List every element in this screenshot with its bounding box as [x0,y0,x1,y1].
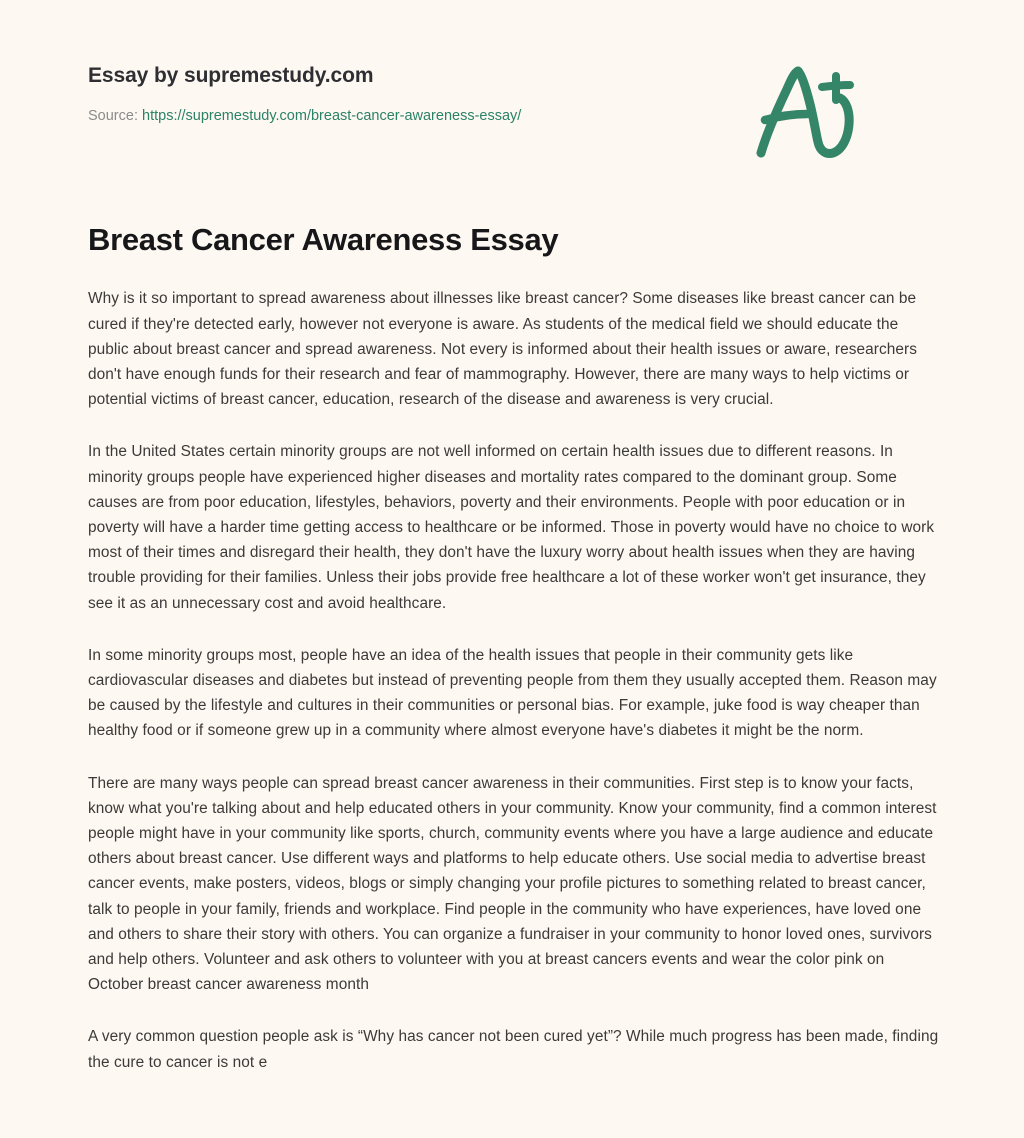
source-label: Source: [88,108,138,125]
byline: Essay by supremestudy.com [88,64,374,87]
paragraph: Why is it so important to spread awareness about illnesses like breast cancer? Some diseases like breast cancer can be cured if they're detected early, however not everyone is aware. As students of the medical field we should educate the public about breast cancer and spread awareness. Not every is informed about their health issues or aware, researchers don't have enough funds for their research and fear of mammography. However, there are many ways to help victims or potential victims of breast cancer, education, research of the disease and awareness is very crucial. [88,290,917,409]
essay-body [88,259,940,1074]
paragraph: A very common question people ask is “Why has cancer not been cured yet”? While much progress has been made, finding the cure to cancer is not e [88,1028,939,1071]
page-title: Breast Cancer Awareness Essay [88,221,559,257]
paragraph: There are many ways people can spread breast cancer awareness in their communities. First step is to know your facts, know what you're talking about and help educated others in your community. Know your community, find a common interest people might have in your community like sports, church, community events where you have a large audience and educate others about breast cancer. Use different ways and platforms to help educate others. Use social media to advertise breast cancer events, make posters, videos, blogs or simply changing your profile pictures to something related to breast cancer, talk to people in your family, friends and workplace. Find people in the community who have experiences, have loved one and others to share their story with others. You can organize a fundraiser in your community to honor loved ones, survivors and help others. Volunteer and ask others to volunteer with you at breast cancers events and wear the color pink on October breast cancer awareness month [88,774,937,994]
paragraph: In the United States certain minority groups are not well informed on certain health issues due to different reasons. In minority groups people have experienced higher diseases and mortality rates compared to the dominant group. Some causes are from poor education, lifestyles, behaviors, poverty and their environments. People with poor education or in poverty will have a harder time getting access to healthcare or be informed. Those in poverty would have no choice to work most of their times and disregard their health, they don't have the luxury worry about health issues when they are having trouble providing for their families. Unless their jobs provide free healthcare a lot of these worker won't get insurance, they see it as an unnecessary cost and avoid healthcare. [88,443,935,612]
a-plus-logo[interactable] [744,58,862,162]
paragraph: In some minority groups most, people have an idea of the health issues that people in their community gets like cardiovascular diseases and diabetes but instead of preventing people from them they usually accepted them. Reason may be caused by the lifestyle and cultures in their communities or personal bias. For example, juke food is way cheaper than healthy food or if someone grew up in a community where almost everyone have's diabetes it might be the norm. [88,646,937,740]
source-link[interactable]: https://supremestudy.com/breast-cancer-awareness-essay/ [142,108,522,125]
page-header [88,0,936,126]
